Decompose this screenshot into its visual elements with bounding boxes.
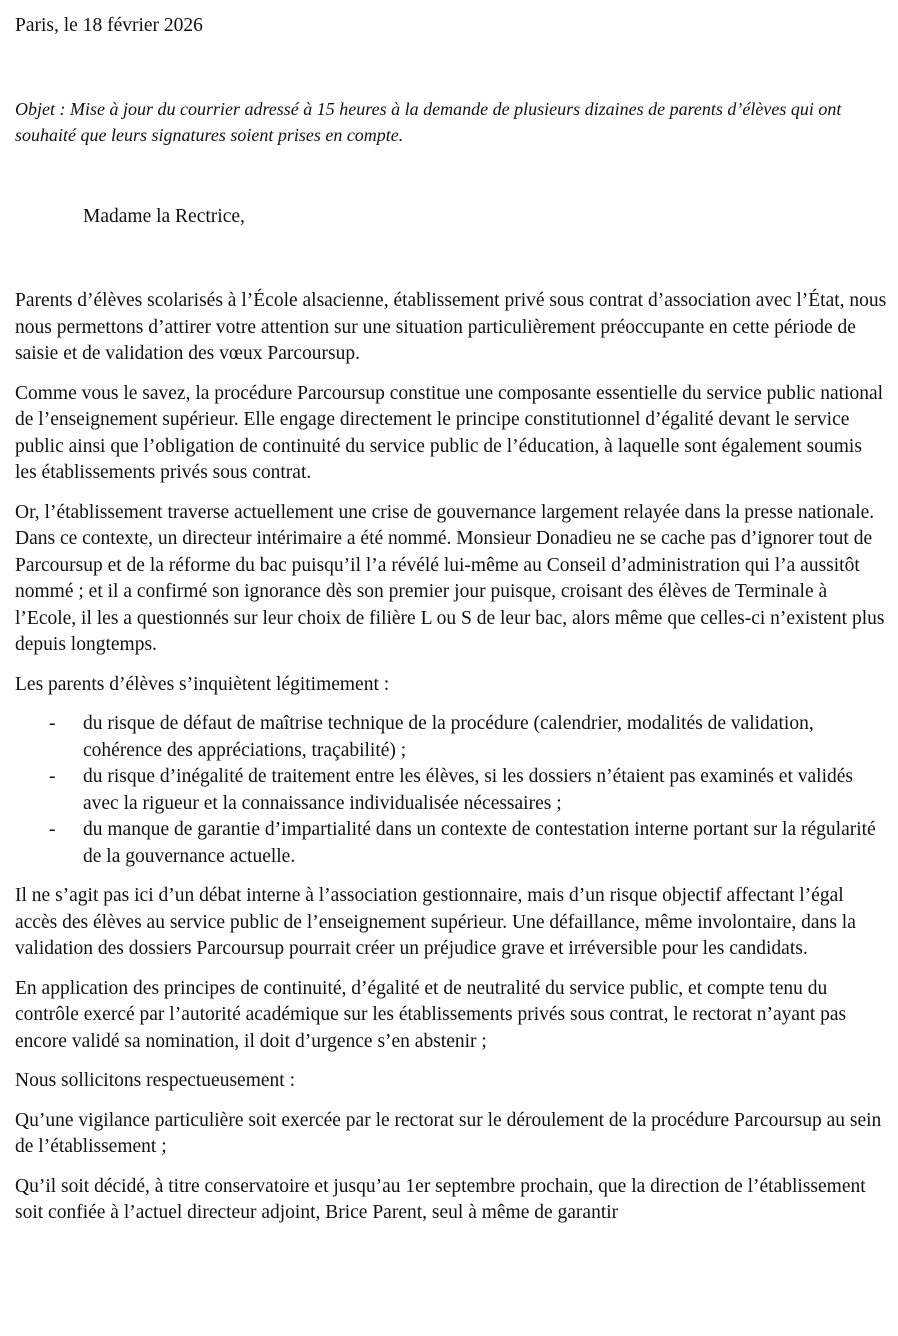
paragraph-request-interim-direction: Qu’il soit décidé, à titre conservatoire et jusqu’au 1er septembre prochain, que la direction de l’établissement soit confiée à l’actuel directeur adjoint, Brice Parent, seul à même de garantir bbox=[15, 1175, 866, 1223]
paragraph-requests-intro: Nous sollicitons respectueusement : bbox=[15, 1070, 295, 1091]
list-item-text: du risque d’inégalité de traitement entre les élèves, si les dossiers n’étaient pas examinés et validés avec la rigueur et la connaissance individualisée nécessaires ; bbox=[83, 766, 853, 814]
bullet-dash: - bbox=[49, 766, 56, 787]
paragraph-governance-crisis: Or, l’établissement traverse actuellement une crise de gouvernance largement relayée dans la presse nationale. Dans ce contexte, un directeur intérimaire a été nommé. Monsieur Donadieu ne se cache pas d’ignorer tout de Parcoursup et de la réforme du bac puisqu’il l’a révélé lui-même au Conseil d’administration qui l’a aussitôt nommé ; et il a confirmé son ignorance dès son premier jour puisque, croisant des élèves de Terminale à l’Ecole, il les a questionnés sur leur choix de filière L ou S de leur bac, alors même que celles-ci n’existent plus depuis longtemps. bbox=[15, 501, 885, 655]
concerns-list bbox=[15, 711, 887, 870]
paragraph-principles: En application des principes de continuité, d’égalité et de neutralité du service public, et compte tenu du contrôle exercé par l’autorité académique sur les établissements privés sous contrat, le rectorat n’ayant pas encore validé sa nomination, il doit d’urgence s’en abstenir ; bbox=[15, 977, 847, 1052]
bullet-dash: - bbox=[49, 713, 56, 734]
list-item-text: du risque de défaut de maîtrise technique de la procédure (calendrier, modalités de validation, cohérence des appréciations, traçabilité) ; bbox=[83, 713, 814, 761]
letter-salutation: Madame la Rectrice, bbox=[83, 206, 245, 227]
paragraph-request-vigilance: Qu’une vigilance particulière soit exercée par le rectorat sur le déroulement de la procédure Parcoursup au sein de l’établissement ; bbox=[15, 1109, 882, 1157]
letter-date: Paris, le 18 février 2026 bbox=[15, 15, 203, 36]
list-item bbox=[15, 764, 887, 817]
letter-body bbox=[15, 288, 887, 1240]
paragraph-introduction: Parents d’élèves scolarisés à l’École alsacienne, établissement privé sous contrat d’association avec l’État, nous nous permettons d’attirer votre attention sur une situation particulièrement préoccupante en cette période de saisie et de validation des vœux Parcoursup. bbox=[15, 290, 887, 364]
list-item bbox=[15, 711, 887, 764]
letter-subject: Objet : Mise à jour du courrier adressé à 15 heures à la demande de plusieurs dizaines de parents d’élèves qui ont souhaité que leurs signatures soient prises en compte. bbox=[15, 99, 842, 145]
paragraph-parcoursup-context: Comme vous le savez, la procédure Parcoursup constitue une composante essentielle du service public national de l’enseignement supérieur. Elle engage directement le principe constitutionnel d’égalité devant le service public ainsi que l’obligation de continuité du service public de l’éducation, à laquelle sont également soumis les établissements privés sous contrat. bbox=[15, 382, 884, 483]
bullet-dash: - bbox=[49, 819, 56, 840]
paragraph-objective-risk: Il ne s’agit pas ici d’un débat interne à l’association gestionnaire, mais d’un risque objectif affectant l’égal accès des élèves au service public de l’enseignement supérieur. Une défaillance, même involontaire, dans la validation des dossiers Parcoursup pourrait créer un préjudice grave et irréversible pour les candidats. bbox=[15, 885, 856, 959]
list-item-text: du manque de garantie d’impartialité dans un contexte de contestation interne portant sur la régularité de la gouvernance actuelle. bbox=[83, 819, 876, 867]
paragraph-concerns-intro: Les parents d’élèves s’inquiètent légitimement : bbox=[15, 673, 390, 695]
list-item bbox=[15, 817, 887, 870]
